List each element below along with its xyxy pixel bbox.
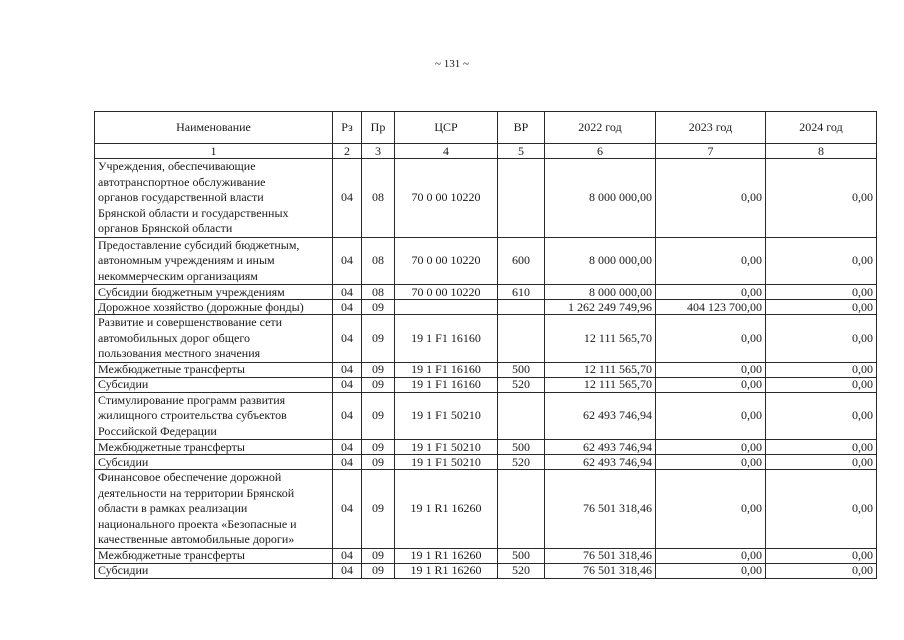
table-row xyxy=(95,470,877,549)
cell-pr: 09 xyxy=(362,392,395,440)
row-name-line: Учреждения, обеспечивающие xyxy=(98,159,256,173)
cell-rz: 04 xyxy=(333,563,362,578)
header-row xyxy=(95,112,877,144)
cell-csr: 19 1 F1 50210 xyxy=(395,455,498,470)
cell-2024: 0,00 xyxy=(766,455,877,470)
cell-2024: 0,00 xyxy=(766,237,877,285)
cell-2024: 0,00 xyxy=(766,315,877,363)
cell-2023: 0,00 xyxy=(656,315,766,363)
cell-2024: 0,00 xyxy=(766,548,877,563)
cell-2024: 0,00 xyxy=(766,563,877,578)
cell-vr: 500 xyxy=(498,548,545,563)
header-name: Наименование xyxy=(95,112,333,144)
row-name-line: области в рамках реализации xyxy=(98,501,248,515)
header-2023: 2023 год xyxy=(656,112,766,144)
row-name-line: Субсидии xyxy=(98,563,149,577)
column-number: 7 xyxy=(656,144,766,159)
cell-2023: 0,00 xyxy=(656,548,766,563)
cell-2024: 0,00 xyxy=(766,362,877,377)
cell-2023: 0,00 xyxy=(656,392,766,440)
row-name-line: пользования местного значения xyxy=(98,346,261,360)
table-row xyxy=(95,315,877,363)
cell-rz: 04 xyxy=(333,159,362,238)
cell-vr: 520 xyxy=(498,377,545,392)
cell-vr: 600 xyxy=(498,237,545,285)
row-name-line: жилищного строительства субъектов xyxy=(98,408,287,422)
row-name-line: Стимулирование программ развития xyxy=(98,392,286,407)
cell-pr: 09 xyxy=(362,548,395,563)
table-row xyxy=(95,237,877,285)
header-2022: 2022 год xyxy=(545,112,656,144)
table-row xyxy=(95,362,877,377)
cell-pr: 08 xyxy=(362,285,395,300)
cell-rz: 04 xyxy=(333,237,362,285)
row-name xyxy=(95,470,333,549)
header-rz: Рз xyxy=(333,112,362,144)
cell-2022: 1 262 249 749,96 xyxy=(545,300,656,315)
cell-vr xyxy=(498,392,545,440)
cell-vr: 500 xyxy=(498,362,545,377)
row-name xyxy=(95,377,333,392)
cell-rz: 04 xyxy=(333,362,362,377)
row-name-line: национального проекта «Безопасные и xyxy=(98,516,297,531)
column-number-row xyxy=(95,144,877,159)
header-vr: ВР xyxy=(498,112,545,144)
cell-2024: 0,00 xyxy=(766,470,877,549)
cell-2022: 8 000 000,00 xyxy=(545,237,656,285)
cell-rz: 04 xyxy=(333,285,362,300)
row-name-line: некоммерческим организациям xyxy=(98,268,258,283)
cell-2023: 0,00 xyxy=(656,237,766,285)
row-name xyxy=(95,300,333,315)
cell-2022: 76 501 318,46 xyxy=(545,470,656,549)
header-pr: Пр xyxy=(362,112,395,144)
column-number: 4 xyxy=(395,144,498,159)
cell-2023: 0,00 xyxy=(656,455,766,470)
cell-2023: 0,00 xyxy=(656,440,766,455)
row-name-line: автономным учреждениям и иным xyxy=(98,253,275,267)
cell-csr: 19 1 R1 16260 xyxy=(395,548,498,563)
cell-vr xyxy=(498,159,545,238)
row-name xyxy=(95,455,333,470)
cell-2024: 0,00 xyxy=(766,392,877,440)
row-name xyxy=(95,548,333,563)
cell-pr: 09 xyxy=(362,563,395,578)
cell-csr: 70 0 00 10220 xyxy=(395,237,498,285)
row-name xyxy=(95,563,333,578)
cell-csr: 19 1 F1 16160 xyxy=(395,362,498,377)
row-name xyxy=(95,440,333,455)
row-name-line: органов Брянской области xyxy=(98,221,233,235)
column-number: 5 xyxy=(498,144,545,159)
cell-pr: 09 xyxy=(362,455,395,470)
column-number: 8 xyxy=(766,144,877,159)
cell-2022: 12 111 565,70 xyxy=(545,315,656,363)
cell-pr: 09 xyxy=(362,470,395,549)
cell-pr: 08 xyxy=(362,159,395,238)
row-name-line: Дорожное хозяйство (дорожные фонды) xyxy=(98,299,304,314)
cell-2023: 0,00 xyxy=(656,470,766,549)
cell-vr: 500 xyxy=(498,440,545,455)
cell-2022: 12 111 565,70 xyxy=(545,377,656,392)
table-row xyxy=(95,563,877,578)
cell-rz: 04 xyxy=(333,455,362,470)
row-name xyxy=(95,362,333,377)
cell-csr: 19 1 F1 16160 xyxy=(395,315,498,363)
cell-rz: 04 xyxy=(333,470,362,549)
cell-csr: 19 1 F1 16160 xyxy=(395,377,498,392)
budget-table xyxy=(94,111,877,579)
cell-2024: 0,00 xyxy=(766,440,877,455)
cell-2022: 76 501 318,46 xyxy=(545,563,656,578)
row-name-line: Финансовое обеспечение дорожной xyxy=(98,470,282,484)
cell-2023: 0,00 xyxy=(656,377,766,392)
cell-csr xyxy=(395,300,498,315)
cell-2022: 62 493 746,94 xyxy=(545,455,656,470)
cell-2022: 62 493 746,94 xyxy=(545,392,656,440)
row-name-line: Предоставление субсидий бюджетным, xyxy=(98,237,300,252)
cell-csr: 70 0 00 10220 xyxy=(395,285,498,300)
row-name xyxy=(95,285,333,300)
row-name-line: Межбюджетные трансферты xyxy=(98,439,245,454)
cell-2024: 0,00 xyxy=(766,285,877,300)
row-name-line: автомобильных дорог общего xyxy=(98,330,250,345)
cell-pr: 08 xyxy=(362,237,395,285)
cell-csr: 70 0 00 10220 xyxy=(395,159,498,238)
row-name-line: качественные автомобильные дороги» xyxy=(98,532,295,546)
row-name-line: Межбюджетные трансферты xyxy=(98,362,245,376)
cell-2023: 0,00 xyxy=(656,362,766,377)
row-name-line: Российской Федерации xyxy=(98,423,217,438)
row-name-line: Субсидии xyxy=(98,377,149,391)
cell-vr: 520 xyxy=(498,563,545,578)
row-name xyxy=(95,315,333,363)
table-row xyxy=(95,392,877,440)
cell-csr: 19 1 R1 16260 xyxy=(395,563,498,578)
page-number: ~ 131 ~ xyxy=(435,58,469,70)
row-name-line: органов государственной власти xyxy=(98,190,264,204)
cell-pr: 09 xyxy=(362,440,395,455)
cell-pr: 09 xyxy=(362,315,395,363)
cell-vr xyxy=(498,470,545,549)
row-name-line: Субсидии xyxy=(98,454,149,469)
table-row xyxy=(95,300,877,315)
table-row xyxy=(95,159,877,238)
row-name-line: Межбюджетные трансферты xyxy=(98,548,245,562)
cell-rz: 04 xyxy=(333,300,362,315)
cell-vr xyxy=(498,315,545,363)
column-number: 6 xyxy=(545,144,656,159)
cell-pr: 09 xyxy=(362,300,395,315)
cell-2024: 0,00 xyxy=(766,300,877,315)
cell-2022: 76 501 318,46 xyxy=(545,548,656,563)
table-row xyxy=(95,455,877,470)
table-row xyxy=(95,548,877,563)
table-body xyxy=(95,159,877,579)
row-name-line: Развитие и совершенствование сети xyxy=(98,315,283,329)
cell-pr: 09 xyxy=(362,362,395,377)
cell-2023: 0,00 xyxy=(656,159,766,238)
row-name xyxy=(95,159,333,238)
cell-rz: 04 xyxy=(333,440,362,455)
row-name-line: автотранспортное обслуживание xyxy=(98,174,266,189)
cell-2024: 0,00 xyxy=(766,377,877,392)
cell-csr: 19 1 F1 50210 xyxy=(395,440,498,455)
row-name-line: Субсидии бюджетным учреждениям xyxy=(98,284,285,299)
cell-rz: 04 xyxy=(333,548,362,563)
column-number: 2 xyxy=(333,144,362,159)
row-name-line: Брянской области и государственных xyxy=(98,205,289,220)
cell-2023: 404 123 700,00 xyxy=(656,300,766,315)
row-name xyxy=(95,237,333,285)
table-row xyxy=(95,377,877,392)
cell-csr: 19 1 F1 50210 xyxy=(395,392,498,440)
cell-2024: 0,00 xyxy=(766,159,877,238)
cell-vr xyxy=(498,300,545,315)
header-2024: 2024 год xyxy=(766,112,877,144)
cell-rz: 04 xyxy=(333,315,362,363)
cell-pr: 09 xyxy=(362,377,395,392)
cell-2022: 12 111 565,70 xyxy=(545,362,656,377)
cell-2023: 0,00 xyxy=(656,563,766,578)
cell-vr: 610 xyxy=(498,285,545,300)
row-name-line: деятельности на территории Брянской xyxy=(98,485,295,500)
cell-rz: 04 xyxy=(333,377,362,392)
column-number: 1 xyxy=(95,144,333,159)
table-row xyxy=(95,285,877,300)
cell-2022: 62 493 746,94 xyxy=(545,440,656,455)
cell-vr: 520 xyxy=(498,455,545,470)
cell-2023: 0,00 xyxy=(656,285,766,300)
cell-rz: 04 xyxy=(333,392,362,440)
cell-csr: 19 1 R1 16260 xyxy=(395,470,498,549)
cell-2022: 8 000 000,00 xyxy=(545,159,656,238)
column-number: 3 xyxy=(362,144,395,159)
row-name xyxy=(95,392,333,440)
table-row xyxy=(95,440,877,455)
header-csr: ЦСР xyxy=(395,112,498,144)
cell-2022: 8 000 000,00 xyxy=(545,285,656,300)
